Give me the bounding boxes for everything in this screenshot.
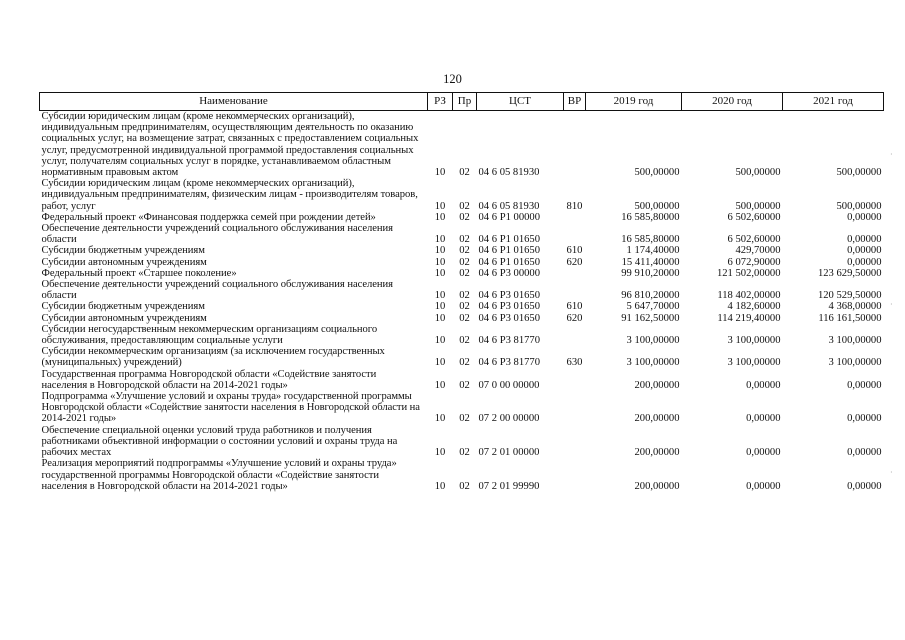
row-2020: 500,00000 xyxy=(735,167,781,179)
row-pr: 02 xyxy=(459,290,470,302)
row-rz: 10 xyxy=(434,413,446,425)
row-cst: 04 6 P1 00000 xyxy=(478,211,541,223)
row-2021: 3 100,00000 xyxy=(828,357,882,369)
row-name: Обеспечение деятельности учреждений социального обслуживания населения области xyxy=(41,223,393,246)
row-cst: 07 0 00 00000 xyxy=(478,379,540,391)
header-2019: 2019 год xyxy=(586,93,682,111)
table-row xyxy=(40,212,884,223)
row-cst: 04 6 P3 81770 xyxy=(478,357,541,369)
row-2019: 16 585,80000 xyxy=(621,234,680,246)
table-row xyxy=(40,268,884,279)
row-rz: 10 xyxy=(434,167,446,179)
row-vr xyxy=(564,268,586,279)
row-2019: 3 100,00000 xyxy=(626,335,680,347)
row-pr: 02 xyxy=(459,301,470,313)
row-pr: 02 xyxy=(459,245,470,257)
row-2019: 91 162,50000 xyxy=(621,312,680,324)
row-vr xyxy=(564,223,586,245)
row-rz: 10 xyxy=(434,211,446,223)
row-2021: 0,00000 xyxy=(847,480,882,492)
row-2020: 3 100,00000 xyxy=(727,335,781,347)
row-name: Федеральный проект «Старшее поколение» xyxy=(41,267,237,279)
page-number: 120 xyxy=(443,72,462,86)
row-vr xyxy=(564,369,586,391)
header-cst: ЦСТ xyxy=(477,93,564,111)
margin-mark: · xyxy=(890,300,893,309)
header-2020: 2020 год xyxy=(682,93,783,111)
row-2020: 0,00000 xyxy=(746,379,781,391)
margin-mark: · xyxy=(890,468,893,477)
row-2021: 4 368,00000 xyxy=(828,301,882,313)
row-rz: 10 xyxy=(434,245,446,257)
row-rz: 10 xyxy=(434,480,446,492)
row-name: Субсидии юридическим лицам (кроме некоммерческих организаций), индивидуальным предпринимателям, физическим лицам - производителям товаров, работ, услуг xyxy=(41,178,418,212)
row-2019: 500,00000 xyxy=(634,167,680,179)
row-vr: 810 xyxy=(566,200,583,212)
row-name: Субсидии негосударственным некоммерческим организациям социального обслуживания, предоставляющим социальные услуги xyxy=(41,323,378,347)
row-cst: 07 2 00 00000 xyxy=(478,413,540,425)
table-row xyxy=(40,425,884,459)
row-2020: 114 219,40000 xyxy=(717,312,781,324)
row-2021: 0,00000 xyxy=(847,245,882,257)
row-2021: 500,00000 xyxy=(836,200,882,212)
row-2021: 116 161,50000 xyxy=(818,312,882,324)
row-rz: 10 xyxy=(434,379,446,391)
table-row xyxy=(40,111,884,179)
row-name: Федеральный проект «Финансовая поддержка семей при рождении детей» xyxy=(41,211,376,223)
row-rz: 10 xyxy=(434,290,446,302)
row-pr: 02 xyxy=(459,379,470,391)
row-2019: 200,00000 xyxy=(634,480,680,492)
header-2021: 2021 год xyxy=(783,93,884,111)
row-cst: 04 6 05 81930 xyxy=(478,167,540,179)
table-row xyxy=(40,257,884,268)
row-pr: 02 xyxy=(459,256,470,268)
table-row xyxy=(40,458,884,492)
row-cst: 04 6 P3 00000 xyxy=(478,267,541,279)
row-vr: 620 xyxy=(566,256,583,268)
row-2020: 6 502,60000 xyxy=(727,211,781,223)
row-pr: 02 xyxy=(459,312,470,324)
row-cst: 04 6 P3 01650 xyxy=(478,301,541,313)
row-name: Обеспечение деятельности учреждений социального обслуживания населения области xyxy=(41,279,393,302)
row-pr: 02 xyxy=(459,447,470,459)
row-pr: 02 xyxy=(459,267,470,279)
row-pr: 02 xyxy=(459,211,470,223)
row-vr xyxy=(564,324,586,346)
row-vr: 610 xyxy=(566,301,583,313)
row-pr: 02 xyxy=(459,480,470,492)
row-name: Субсидии бюджетным учреждениям xyxy=(41,245,205,257)
row-rz: 10 xyxy=(434,312,446,324)
row-2021: 120 529,50000 xyxy=(817,290,882,302)
row-name: Государственная программа Новгородской области «Содействие занятости населения в Новгородской области на 2014-2021 годы» xyxy=(41,368,377,391)
row-pr: 02 xyxy=(459,413,470,425)
row-rz: 10 xyxy=(434,301,446,313)
row-vr xyxy=(564,391,586,425)
header-vr: ВР xyxy=(564,93,586,111)
row-name: Обеспечение специальной оценки условий труда работников и получения работниками объективной информации о состоянии условий и охраны труда на рабочих местах xyxy=(41,424,398,459)
table-row xyxy=(40,223,884,245)
row-2019: 16 585,80000 xyxy=(621,211,680,223)
row-vr xyxy=(564,111,586,179)
row-2019: 99 910,20000 xyxy=(621,267,680,279)
row-2021: 3 100,00000 xyxy=(828,335,882,347)
row-2021: 0,00000 xyxy=(847,211,882,223)
table-row xyxy=(40,178,884,212)
row-cst: 07 2 01 00000 xyxy=(478,447,540,459)
header-name: Наименование xyxy=(40,93,428,111)
row-rz: 10 xyxy=(434,335,446,347)
row-2020: 500,00000 xyxy=(735,200,781,212)
row-2021: 0,00000 xyxy=(847,234,882,246)
row-name: Субсидии некоммерческим организациям (за исключением государственных (муниципальных) учреждений) xyxy=(41,346,385,369)
table-body xyxy=(40,111,884,492)
table-header-row xyxy=(40,93,884,111)
row-2019: 200,00000 xyxy=(634,413,680,425)
row-2019: 200,00000 xyxy=(634,379,680,391)
table-row xyxy=(40,301,884,312)
row-2019: 200,00000 xyxy=(634,447,680,459)
row-pr: 02 xyxy=(459,167,470,179)
row-vr xyxy=(564,458,586,492)
row-pr: 02 xyxy=(459,234,470,246)
row-2020: 4 182,60000 xyxy=(727,301,781,313)
row-rz: 10 xyxy=(434,267,446,279)
row-2021: 123 629,50000 xyxy=(817,267,882,279)
row-2020: 118 402,00000 xyxy=(717,290,781,302)
row-rz: 10 xyxy=(434,234,446,246)
row-2020: 6 502,60000 xyxy=(727,234,781,246)
row-pr: 02 xyxy=(459,335,470,347)
row-2019: 15 411,40000 xyxy=(621,256,680,268)
row-2020: 3 100,00000 xyxy=(727,357,781,369)
row-cst: 04 6 P1 01650 xyxy=(478,245,541,257)
row-name: Субсидии автономным учреждениям xyxy=(41,312,207,324)
row-rz: 10 xyxy=(434,357,446,369)
budget-table xyxy=(39,92,884,492)
row-name: Субсидии юридическим лицам (кроме некоммерческих организаций), индивидуальным предпринимателям, осуществляющим деятельность по оказанию социальных услуг, на возмещение затрат, связанных с предоставлением социальных услуг, предусмотренной индивидуальной программой предоставления социальных услуг, получателям социальных услуг в порядке, устанавливаемом областным нормативным правовым актом xyxy=(41,111,419,179)
row-vr xyxy=(564,425,586,459)
row-cst: 04 6 05 81930 xyxy=(478,200,540,212)
table-row xyxy=(40,346,884,368)
row-2019: 3 100,00000 xyxy=(626,357,680,369)
row-vr: 610 xyxy=(566,245,583,257)
row-2021: 0,00000 xyxy=(847,379,882,391)
row-vr: 620 xyxy=(566,312,583,324)
row-2019: 96 810,20000 xyxy=(621,290,680,302)
row-rz: 10 xyxy=(434,200,446,212)
margin-mark: · xyxy=(890,150,893,159)
row-rz: 10 xyxy=(434,256,446,268)
row-2019: 1 174,40000 xyxy=(626,245,680,257)
row-cst: 04 6 P3 01650 xyxy=(478,290,541,302)
row-vr xyxy=(564,212,586,223)
header-rz: РЗ xyxy=(428,93,453,111)
row-vr xyxy=(564,279,586,301)
table-row xyxy=(40,369,884,391)
row-2020: 0,00000 xyxy=(746,447,781,459)
row-pr: 02 xyxy=(459,200,470,212)
table-row xyxy=(40,324,884,346)
row-name: Подпрограмма «Улучшение условий и охраны труда» государственной программы Новгородской области «Содействие занятости населения в Новгородской области на 2014-2021 годы» xyxy=(41,391,420,425)
row-2019: 5 647,70000 xyxy=(626,301,680,313)
row-name: Субсидии бюджетным учреждениям xyxy=(41,301,205,313)
row-name: Субсидии автономным учреждениям xyxy=(41,256,207,268)
row-rz: 10 xyxy=(434,447,446,459)
table-row xyxy=(40,279,884,301)
table-row xyxy=(40,313,884,324)
row-cst: 04 6 P1 01650 xyxy=(478,234,541,246)
row-name: Реализация мероприятий подпрограммы «Улучшение условий и охраны труда» государственной программы Новгородской области «Содействие занятости населения в Новгородской области на 2014-2021 годы» xyxy=(41,458,397,492)
row-cst: 04 6 P1 01650 xyxy=(478,256,541,268)
row-pr: 02 xyxy=(459,357,470,369)
row-2021: 0,00000 xyxy=(847,256,882,268)
table-row xyxy=(40,245,884,256)
row-2020: 0,00000 xyxy=(746,480,781,492)
table-row xyxy=(40,391,884,425)
row-cst: 04 6 P3 81770 xyxy=(478,335,541,347)
row-2019: 500,00000 xyxy=(634,200,680,212)
row-2020: 6 072,90000 xyxy=(727,256,781,268)
row-cst: 07 2 01 99990 xyxy=(478,480,540,492)
header-pr: Пр xyxy=(453,93,477,111)
row-2020: 0,00000 xyxy=(746,413,781,425)
row-2021: 0,00000 xyxy=(847,413,882,425)
row-2021: 0,00000 xyxy=(847,447,882,459)
row-2020: 121 502,00000 xyxy=(716,267,781,279)
row-cst: 04 6 P3 01650 xyxy=(478,312,541,324)
row-2020: 429,70000 xyxy=(735,245,781,257)
row-vr: 630 xyxy=(566,357,583,369)
row-2021: 500,00000 xyxy=(836,167,882,179)
